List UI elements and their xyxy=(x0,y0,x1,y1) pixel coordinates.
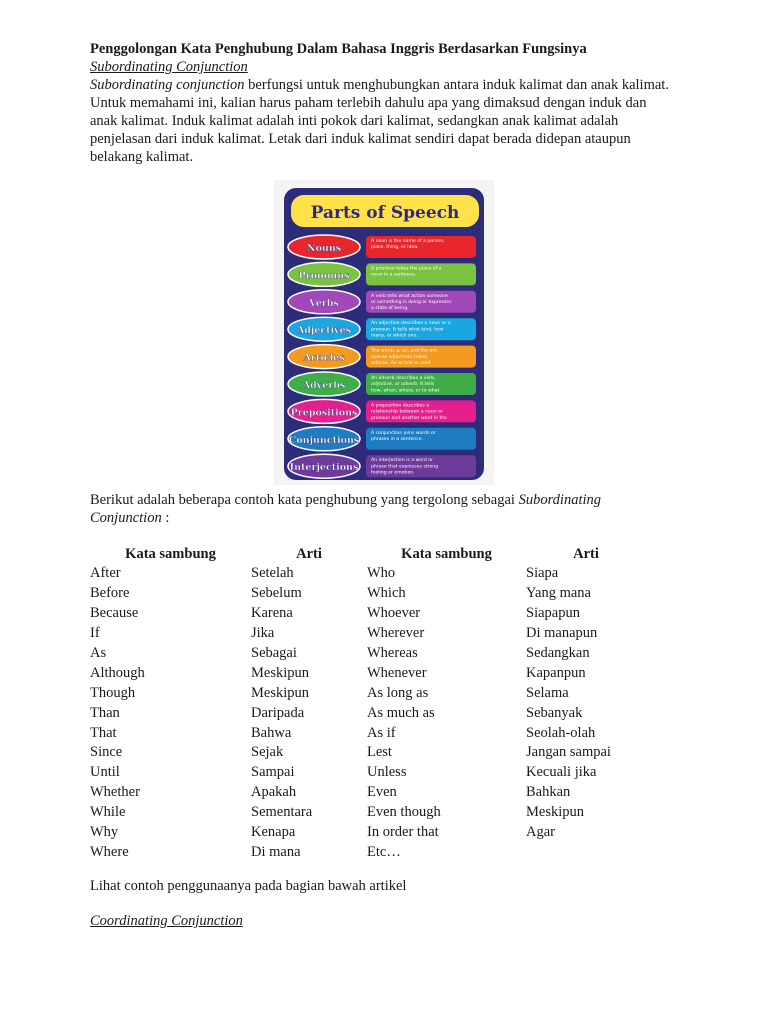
meaning: Sebagai xyxy=(251,645,297,661)
meaning: Kapanpun xyxy=(526,664,586,681)
conjunction-word: Until xyxy=(90,764,120,781)
meaning: Karena xyxy=(251,605,293,622)
meaning: Bahwa xyxy=(251,724,292,741)
conjunction-word: Before xyxy=(90,585,130,602)
poster-definition-text: A conjunction joins words or xyxy=(371,430,436,436)
header-arti-2: Arti xyxy=(573,545,599,562)
meaning: Meskipun xyxy=(251,664,309,681)
table-row xyxy=(90,703,646,723)
conjunction-word: As if xyxy=(367,724,396,741)
meaning: Sementara xyxy=(251,804,313,821)
table-row xyxy=(90,584,646,604)
poster-definition-text: An adjective describes a noun or a xyxy=(371,321,451,327)
conjunction-word: Why xyxy=(90,824,119,841)
poster-label: Adjectives xyxy=(296,325,352,337)
table-row xyxy=(90,803,646,823)
poster-definition-text: phrases in a sentence. xyxy=(371,437,424,442)
table-row xyxy=(90,644,646,664)
meaning: Apakah xyxy=(251,784,297,801)
poster-definition-text: pronoun and another word in the xyxy=(371,415,447,421)
meaning: Kecuali jika xyxy=(526,764,597,781)
conjunction-word: As xyxy=(90,645,107,661)
meaning: Jangan sampai xyxy=(526,744,611,761)
paragraph-body: berfungsi untuk menghubungkan antara induk kalimat dan anak kalimat. Untuk memahami ini, kalian harus paham terlebih dahulu apa yang dimaksud dengan induk dan anak kalimat. Induk kalimat adalah inti pokok dari kalimat, sedangkan anak kalimat adalah penjelasan dari induk kalimat. Letak dari induk kalimat sendiri dapat berada didepan ataupun belakang kalimat. xyxy=(90,77,669,165)
poster-definition-text: noun in a sentence. xyxy=(371,272,417,278)
poster-definition-text: A preposition describes a xyxy=(371,403,430,409)
meaning: Di mana xyxy=(251,843,301,860)
conjunction-word: In order that xyxy=(367,824,439,841)
conjunction-word: While xyxy=(90,804,126,821)
poster-definition-text: special adjectives called xyxy=(371,354,427,360)
poster-label: Articles xyxy=(303,352,345,364)
table-row xyxy=(90,783,646,803)
conjunction-word: Etc… xyxy=(367,843,401,860)
conjunction-table xyxy=(90,544,646,862)
poster-definition-text: a state of being. xyxy=(371,306,409,312)
conjunction-word: Because xyxy=(90,605,139,622)
meaning: Meskipun xyxy=(526,804,584,821)
poster-definition-text: The words a, an, and the are xyxy=(371,348,438,354)
poster-label: Prepositions xyxy=(290,407,358,419)
poster-definition-text: A pronoun takes the place of a xyxy=(371,266,442,272)
conjunction-word: Lest xyxy=(367,744,392,761)
conjunction-word: Whoever xyxy=(367,605,421,622)
poster-label: Verbs xyxy=(309,297,339,309)
section-heading-coordinating: Coordinating Conjunction xyxy=(90,913,243,929)
poster-definition-text: A verb tells what action someone xyxy=(371,293,448,299)
conjunction-word: Even xyxy=(367,784,397,801)
table-intro-italic: Subordinating Conjunction xyxy=(90,492,602,526)
conjunction-word: If xyxy=(90,625,100,642)
table-body xyxy=(90,564,646,862)
meaning: Meskipun xyxy=(251,684,309,701)
table-row xyxy=(90,624,646,644)
meaning: Sampai xyxy=(251,764,295,781)
table-row xyxy=(90,663,646,683)
poster-image xyxy=(274,180,494,485)
table-intro-end: : xyxy=(161,510,170,526)
poster-label: Adverbs xyxy=(302,380,346,391)
meaning: Daripada xyxy=(251,704,305,721)
conjunction-word: Whereas xyxy=(367,645,418,661)
poster-label: Pronouns xyxy=(298,270,350,282)
meaning: Yang mana xyxy=(526,585,591,602)
conjunction-word: Than xyxy=(90,704,120,721)
paragraph-italic-term: Subordinating conjunction xyxy=(90,77,245,93)
table-row xyxy=(90,842,646,862)
poster-definition-text: many, or which one. xyxy=(371,333,418,339)
header-kata-sambung-1: Kata sambung xyxy=(125,545,216,562)
table-row xyxy=(90,604,646,624)
poster-definition-text: pronoun. It tells what kind, how xyxy=(371,327,444,333)
meaning: Siapa xyxy=(526,565,559,582)
conjunction-word: Unless xyxy=(367,764,407,781)
poster-definition-text: articles. An article is used xyxy=(371,361,431,366)
conjunction-word: As long as xyxy=(367,684,429,701)
poster-definition-text: A noun is the name of a person, xyxy=(371,239,445,244)
meaning: Siapapun xyxy=(526,605,580,622)
meaning: Seolah-olah xyxy=(526,724,596,741)
section-heading-subordinating: Subordinating Conjunction xyxy=(90,59,248,75)
poster-definition-text: phrase that expresses strong xyxy=(371,464,439,470)
table-row xyxy=(90,823,646,843)
table-row xyxy=(90,564,646,584)
poster-definition-text: place, thing, or idea. xyxy=(371,245,419,251)
poster-definition-text: feeling or emotion. xyxy=(371,470,415,476)
poster-definition-text: relationship between a noun or xyxy=(371,409,443,415)
table-row xyxy=(90,763,646,783)
conjunction-word: Wherever xyxy=(367,625,425,642)
meaning: Sebelum xyxy=(251,585,302,602)
parts-of-speech-poster xyxy=(274,180,494,485)
conjunction-word: After xyxy=(90,565,121,582)
meaning: Jika xyxy=(251,625,275,642)
meaning: Di manapun xyxy=(526,625,598,642)
conjunction-word: As much as xyxy=(367,704,435,721)
table-intro xyxy=(90,491,670,527)
conjunction-word: Where xyxy=(90,843,129,860)
meaning: Setelah xyxy=(251,565,294,582)
meaning: Bahkan xyxy=(526,784,571,801)
poster-label: Interjections xyxy=(289,462,359,474)
conjunction-word: Though xyxy=(90,684,136,701)
poster-definition-text: or something is doing or expresses xyxy=(371,300,452,305)
meaning xyxy=(526,842,646,862)
poster-label: Nouns xyxy=(306,243,342,254)
table-row xyxy=(90,723,646,743)
paragraph-intro xyxy=(90,76,670,166)
meaning: Sebanyak xyxy=(526,704,583,721)
poster-definition-text: how, when, where, or to what xyxy=(371,388,440,394)
conjunction-word: Whenever xyxy=(367,664,427,681)
poster-definition-text: adjective, or adverb. It tells xyxy=(371,382,435,388)
conjunction-word: Even though xyxy=(367,804,441,821)
meaning: Sejak xyxy=(251,744,284,761)
meaning: Kenapa xyxy=(251,824,296,841)
document-body xyxy=(90,40,670,166)
table-row xyxy=(90,743,646,763)
meaning: Sedangkan xyxy=(526,645,590,661)
conjunction-word: Since xyxy=(90,744,123,761)
table-row xyxy=(90,683,646,703)
conjunction-word: Which xyxy=(367,585,406,602)
header-arti-1: Arti xyxy=(296,545,322,562)
conjunction-word: Although xyxy=(90,664,145,681)
poster-definition-text: An interjection is a word or xyxy=(371,458,433,464)
poster-definition-text: An adverb describes a verb, xyxy=(371,376,436,381)
conjunction-word: Whether xyxy=(90,784,140,801)
poster-title: Parts of Speech xyxy=(310,203,460,223)
document-title: Penggolongan Kata Penghubung Dalam Bahasa Inggris Berdasarkan Fungsinya xyxy=(90,41,587,57)
conjunction-word: That xyxy=(90,724,117,741)
poster-label: Conjunctions xyxy=(288,434,360,446)
conjunction-word: Who xyxy=(367,565,396,582)
meaning: Selama xyxy=(526,684,569,701)
header-kata-sambung-2: Kata sambung xyxy=(401,545,492,562)
meaning: Agar xyxy=(526,824,555,841)
table-intro-text: Berikut adalah beberapa contoh kata penghubung yang tergolong sebagai xyxy=(90,492,519,508)
note-text: Lihat contoh penggunaanya pada bagian bawah artikel xyxy=(90,878,407,894)
table-header-row xyxy=(90,544,646,564)
